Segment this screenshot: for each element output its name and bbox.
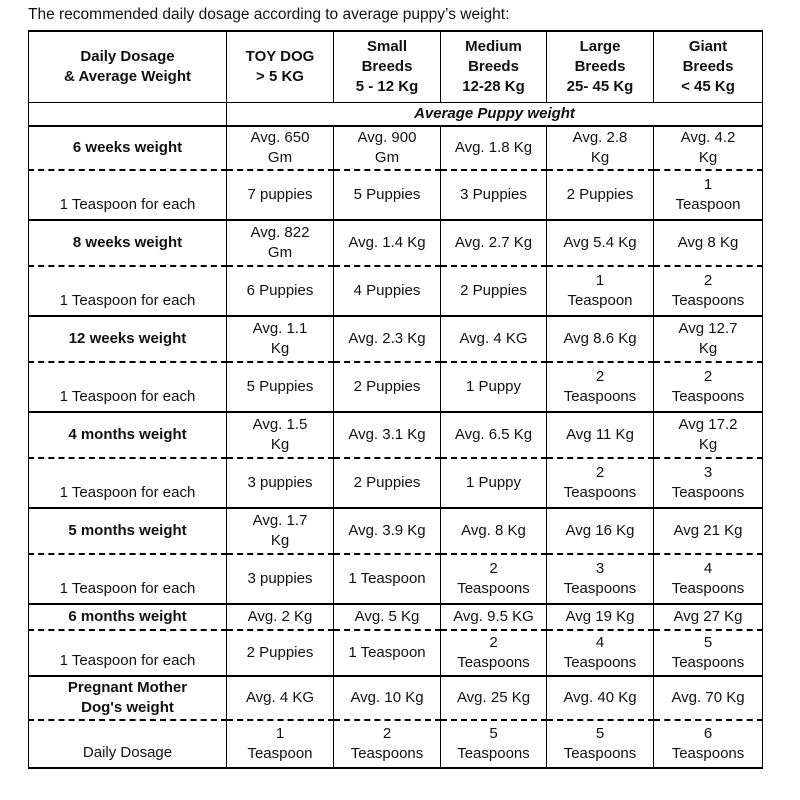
- table-cell: 2 Teaspoons: [441, 554, 547, 604]
- table-cell: Avg. 3.9 Kg: [334, 508, 441, 554]
- table-cell: 5 Teaspoons: [654, 630, 763, 676]
- row-label: 6 months weight: [29, 604, 227, 630]
- table-cell: 3 puppies: [227, 554, 334, 604]
- row-label: 1 Teaspoon for each: [29, 630, 227, 676]
- subheader-row: [29, 103, 763, 127]
- table-cell: 4 Teaspoons: [547, 630, 654, 676]
- table-cell: Avg. 1.7 Kg: [227, 508, 334, 554]
- dosage-table-body: [29, 31, 763, 768]
- table-cell: 6 Puppies: [227, 266, 334, 316]
- table-cell: Avg. 1.8 Kg: [441, 126, 547, 170]
- table-cell: Avg. 25 Kg: [441, 676, 547, 720]
- table-cell: Avg. 2 Kg: [227, 604, 334, 630]
- table-cell: 1 Teaspoon: [334, 554, 441, 604]
- row-label: 8 weeks weight: [29, 220, 227, 266]
- table-cell: 4 Teaspoons: [654, 554, 763, 604]
- table-cell: Avg. 6.5 Kg: [441, 412, 547, 458]
- weight-row: [29, 316, 763, 362]
- table-cell: Avg. 4 KG: [227, 676, 334, 720]
- weight-row: [29, 220, 763, 266]
- row-label: 1 Teaspoon for each: [29, 170, 227, 220]
- table-cell: Avg. 9.5 KG: [441, 604, 547, 630]
- table-cell: 1 Teaspoon: [547, 266, 654, 316]
- dosage-row: [29, 554, 763, 604]
- table-cell: 3 puppies: [227, 458, 334, 508]
- table-cell: 2 Teaspoons: [441, 630, 547, 676]
- subheader-blank: [29, 103, 227, 127]
- table-cell: Avg. 5 Kg: [334, 604, 441, 630]
- column-header: Large Breeds 25- 45 Kg: [547, 31, 654, 103]
- table-cell: Avg. 900 Gm: [334, 126, 441, 170]
- table-cell: Avg 8 Kg: [654, 220, 763, 266]
- row-label: Daily Dosage: [29, 720, 227, 768]
- row-label: 1 Teaspoon for each: [29, 362, 227, 412]
- table-cell: 3 Teaspoons: [654, 458, 763, 508]
- subheader-average-puppy-weight: Average Puppy weight: [227, 103, 763, 127]
- table-cell: Avg. 40 Kg: [547, 676, 654, 720]
- table-cell: 2 Puppies: [334, 362, 441, 412]
- table-cell: 2 Puppies: [441, 266, 547, 316]
- table-cell: Avg. 2.7 Kg: [441, 220, 547, 266]
- row-label: 12 weeks weight: [29, 316, 227, 362]
- dosage-table: [28, 30, 763, 769]
- table-cell: 3 Teaspoons: [547, 554, 654, 604]
- table-cell: 2 Puppies: [334, 458, 441, 508]
- table-cell: 7 puppies: [227, 170, 334, 220]
- table-cell: Avg 17.2 Kg: [654, 412, 763, 458]
- dosage-row: [29, 266, 763, 316]
- table-cell: 4 Puppies: [334, 266, 441, 316]
- table-cell: 2 Puppies: [227, 630, 334, 676]
- table-cell: Avg 19 Kg: [547, 604, 654, 630]
- table-cell: Avg 11 Kg: [547, 412, 654, 458]
- table-cell: Avg. 2.8 Kg: [547, 126, 654, 170]
- table-cell: Avg. 4.2 Kg: [654, 126, 763, 170]
- table-cell: Avg. 1.4 Kg: [334, 220, 441, 266]
- dosage-row: [29, 458, 763, 508]
- table-cell: 2 Teaspoons: [334, 720, 441, 768]
- weight-row: [29, 412, 763, 458]
- column-header: Small Breeds 5 - 12 Kg: [334, 31, 441, 103]
- row-label: 6 weeks weight: [29, 126, 227, 170]
- table-caption: The recommended daily dosage according to average puppy’s weight:: [28, 6, 510, 23]
- table-cell: 1 Teaspoon: [654, 170, 763, 220]
- column-header: TOY DOG > 5 KG: [227, 31, 334, 103]
- dosage-row: [29, 720, 763, 768]
- table-cell: 2 Teaspoons: [654, 362, 763, 412]
- header-corner: Daily Dosage & Average Weight: [29, 31, 227, 103]
- table-cell: 5 Teaspoons: [441, 720, 547, 768]
- table-cell: Avg. 1.1 Kg: [227, 316, 334, 362]
- table-cell: 2 Teaspoons: [654, 266, 763, 316]
- weight-row: [29, 604, 763, 630]
- table-cell: Avg. 822 Gm: [227, 220, 334, 266]
- weight-row: [29, 508, 763, 554]
- table-cell: 1 Puppy: [441, 458, 547, 508]
- table-cell: 3 Puppies: [441, 170, 547, 220]
- table-cell: 6 Teaspoons: [654, 720, 763, 768]
- table-cell: 1 Teaspoon: [334, 630, 441, 676]
- table-cell: 2 Puppies: [547, 170, 654, 220]
- table-cell: Avg. 70 Kg: [654, 676, 763, 720]
- table-cell: 5 Teaspoons: [547, 720, 654, 768]
- row-label: 4 months weight: [29, 412, 227, 458]
- weight-row: [29, 126, 763, 170]
- table-cell: Avg 12.7 Kg: [654, 316, 763, 362]
- table-cell: Avg 21 Kg: [654, 508, 763, 554]
- weight-row: [29, 676, 763, 720]
- table-cell: 2 Teaspoons: [547, 458, 654, 508]
- row-label: Pregnant Mother Dog's weight: [29, 676, 227, 720]
- table-cell: Avg 16 Kg: [547, 508, 654, 554]
- table-cell: Avg. 2.3 Kg: [334, 316, 441, 362]
- column-header: Medium Breeds 12-28 Kg: [441, 31, 547, 103]
- dosage-row: [29, 362, 763, 412]
- row-label: 1 Teaspoon for each: [29, 554, 227, 604]
- column-header: Giant Breeds < 45 Kg: [654, 31, 763, 103]
- header-row: [29, 31, 763, 103]
- table-cell: 1 Puppy: [441, 362, 547, 412]
- dosage-row: [29, 630, 763, 676]
- table-cell: 2 Teaspoons: [547, 362, 654, 412]
- table-cell: Avg. 650 Gm: [227, 126, 334, 170]
- row-label: 1 Teaspoon for each: [29, 458, 227, 508]
- row-label: 5 months weight: [29, 508, 227, 554]
- dosage-row: [29, 170, 763, 220]
- table-cell: Avg. 4 KG: [441, 316, 547, 362]
- table-cell: Avg. 3.1 Kg: [334, 412, 441, 458]
- table-cell: Avg 8.6 Kg: [547, 316, 654, 362]
- table-cell: 1 Teaspoon: [227, 720, 334, 768]
- table-cell: Avg. 1.5 Kg: [227, 412, 334, 458]
- table-cell: 5 Puppies: [227, 362, 334, 412]
- table-cell: Avg. 10 Kg: [334, 676, 441, 720]
- row-label: 1 Teaspoon for each: [29, 266, 227, 316]
- table-cell: 5 Puppies: [334, 170, 441, 220]
- table-cell: Avg 27 Kg: [654, 604, 763, 630]
- table-cell: Avg. 8 Kg: [441, 508, 547, 554]
- table-cell: Avg 5.4 Kg: [547, 220, 654, 266]
